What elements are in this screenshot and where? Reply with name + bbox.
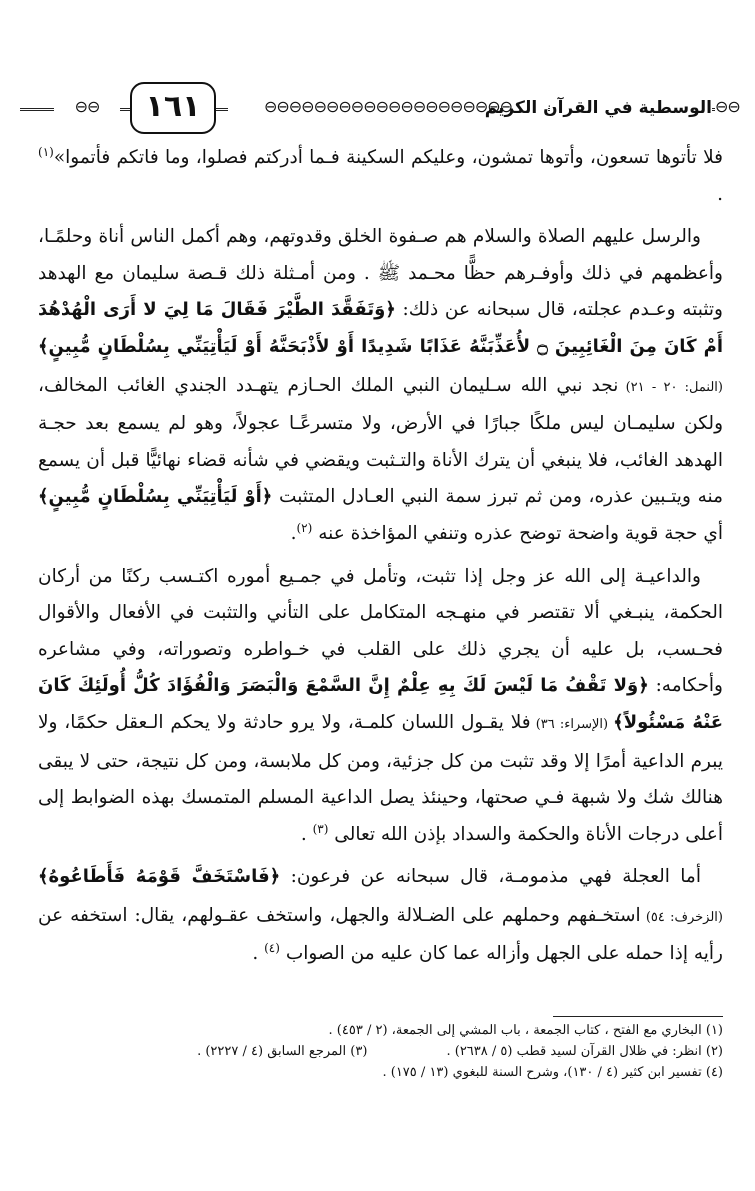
footnote-ref-1: (١): [38, 144, 54, 159]
citation-isra: (الإسراء: ٣٦): [530, 716, 614, 732]
footnote-rule: [553, 1016, 723, 1017]
footnote-1: (١) البخاري مع الفتح ، كتاب الجمعة ، باب المشي إلى الجمعة، (٢ / ٤٥٣) .: [328, 1023, 723, 1038]
quran-verse-naml-2: ﴿أَوْ لَيَأْتِيَنِّي بِسُلْطَانٍ مُّبِينٍ﴾: [38, 486, 273, 508]
p1-text: فلا تأتوها تسعون، وأتوها تمشون، وعليكم السكينة فـما أدركتم فصلوا، وما فاتكم فأتموا»: [53, 147, 723, 168]
quran-verse-zukhruf: ﴿فَاسْتَخَفَّ قَوْمَهُ فَأَطَاعُوهُ﴾: [38, 866, 281, 888]
footnote-row-3: [38, 1062, 723, 1083]
citation-zukhruf: (الزخرف: ٥٤): [640, 909, 723, 925]
paragraph-2: [38, 219, 723, 552]
footnote-3: (٣) المرجع السابق (٤ / ٢٢٢٧) .: [197, 1044, 368, 1059]
page-number: ١٦١: [130, 82, 216, 134]
p4-end: .: [252, 943, 265, 965]
header-ornament-left: ⊖⊖: [54, 99, 120, 115]
citation-naml: (النمل: ٢٠ - ٢١): [618, 379, 723, 395]
p2-text-2: نجد نبي الله سـليمان النبي الملك الحـازم يتهـدد الجندي الغائب المخالف، ولكن سليمـان ليس ملكًا جبارًا في الأرض، ولا متسرعًـا عجولاً، وهو لم يسمع بعد حجـة الهدهد الغائب، فلا ينبغي أن يترك الأناة والتـثبت ويقضي في شأنه قضاء نهائيًّا قبل أن يسمع منه ويتـبين عذره، ومن ثم تبرز سمة النبي العـادل المتثبت: [38, 374, 723, 508]
p4-text-1: أما العجلة فهي مذمومـة، قال سبحانه عن فرعون:: [280, 866, 701, 888]
p2-text-1: والرسل عليهم الصلاة والسلام هم صـفوة الخلق وقدوتهم، وهم أكمل الناس أناة وحلمًـا، وأعظمهم في ذلك وأوفـرهم حظًّا محـمد ﷺ . ومن أمـثلة ذلك قـصة سليمان مع الهدهد وتثبته وعـدم عجلته، قال سبحانه عن ذلك:: [38, 226, 723, 321]
footnote-ref-3: (٣): [312, 821, 329, 836]
quran-verse-naml: ﴿وَتَفَقَّدَ الطَّيْرَ فَقَالَ مَا لِيَ لا أَرَى الْهُدْهُدَ أَمْ كَانَ مِنَ الْغَائِبِينَ ۝ لأُعَذِّبَنَّهُ عَذَابًا شَدِيدًا أَوْ لأَذْبَحَنَّهُ أَوْ لَيَأْتِيَنِّي بِسُلْطَانٍ مُّبِينٍ﴾: [38, 299, 723, 357]
footnote-ref-4: (٤): [264, 941, 280, 956]
footnote-row-2: [38, 1041, 723, 1062]
footnote-2: (٢) انظر: في ظلال القرآن لسيد قطب (٥ / ٢٦٣٨) .: [446, 1044, 723, 1059]
paragraph-4: [38, 859, 723, 973]
p2-text-3: أي حجة قوية واضحة توضح عذره وتنفي المؤاخذة عنه: [312, 522, 723, 544]
running-title: الوسطية في القرآن الكريم: [550, 92, 712, 124]
p2-end: .: [290, 522, 297, 544]
quran-verse-isra: ﴿وَلا تَقْفُ مَا لَيْسَ لَكَ بِهِ عِلْمٌ إِنَّ السَّمْعَ وَالْبَصَرَ وَالْفُؤَادَ كُلُّ أُولَئِكَ كَانَ عَنْهُ مَسْئُولاً﴾: [38, 675, 723, 733]
p3-end: .: [300, 823, 313, 845]
p1-end: .: [717, 183, 723, 205]
p4-text-2: استخـفهم وحملهم على الضـلالة والجهل، واستخف عقـولهم، يقال: استخفه عن رأيه إذا حمله على الجهل وأزاله عما كان عليه من الصواب: [38, 904, 723, 965]
page-body: [38, 140, 723, 979]
p3-text-1: والداعيـة إلى الله عز وجل إذا تثبت، وتأمل في جمـيع أموره اكتـسب ركنًا من أركان الحكمة، ينبـغي ألا تقتصر في منهـجه المتكامل على التأني والتثبت في الأفعال والأقوال فحـسب، بل عليه أن يجري ذلك على القلب في خـواطره وتصوراته، وفي مشاعره وأحكامه:: [38, 565, 723, 697]
footnote-spacer: [38, 1041, 118, 1062]
p3-text-2: فلا يقـول اللسان كلمـة، ولا يرو حادثة ولا يحكم الـعقل حكمًا، ولا يبرم الداعية أمرًا إلا وقد تثبت من كل جزئية، ومن كل ملابسة، ومن كل نتيجة، حتى لا يبقى هنالك شك ولا شبهة فـي صحتها، وحينئذ يصل الداعية المسلم المتمسك بهذه الضوابط إلى أعلى درجات الأناة والحكمة والسداد بإذن الله تعالى: [38, 711, 723, 845]
footnote-4: (٤) تفسير ابن كثير (٤ / ١٣٠)، وشرح السنة للبغوي (١٣ / ١٧٥) .: [382, 1065, 723, 1080]
header-ornament-right: ⊖⊖: [715, 97, 740, 116]
paragraph-1: [38, 140, 723, 213]
paragraph-3: [38, 559, 723, 854]
footnotes: [38, 1020, 723, 1083]
footnote-row-1: [38, 1020, 723, 1041]
page-header: [20, 80, 740, 136]
footnote-ref-2: (٢): [296, 520, 313, 535]
header-ornament-middle: ⊖⊖⊖⊖⊖⊖⊖⊖⊖⊖⊖⊖⊖⊖⊖⊖⊖⊖⊖⊖: [228, 99, 548, 115]
